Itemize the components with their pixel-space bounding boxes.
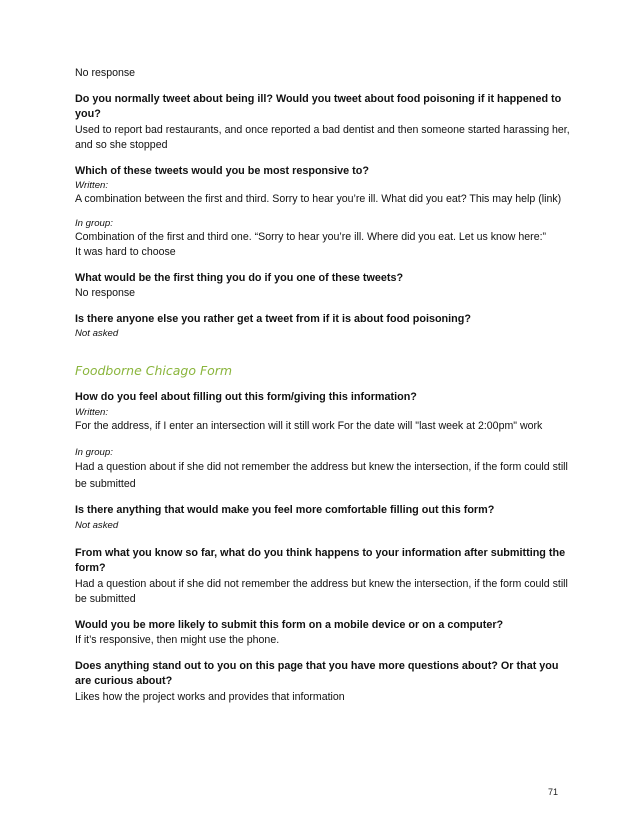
response-text: No response bbox=[75, 67, 136, 79]
question-stand-out-on-page: Does anything stand out to you on this page that you have more questions about? Or that you are curious about? bbox=[75, 659, 559, 687]
page-number: 71 bbox=[547, 787, 558, 797]
answer-not-asked: Not asked bbox=[75, 328, 119, 339]
question-preferred-sender: Is there anyone else you rather get a tweet from if it is about food poisoning? bbox=[75, 312, 471, 325]
answer-written: A combination between the first and third. Sorry to hear you’re ill. What did you eat? This may help (link) bbox=[75, 193, 562, 205]
document-page bbox=[75, 66, 575, 705]
in-group-label: In group: bbox=[75, 447, 113, 458]
answer-in-group: Had a question about if she did not remember the address but knew the intersection, if the form could still be submitted bbox=[75, 461, 568, 490]
question-tweet-about-illness: Do you normally tweet about being ill? Would you tweet about food poisoning if it happened to you? bbox=[75, 92, 562, 120]
answer-text: No response bbox=[75, 287, 136, 299]
question-feel-more-comfortable: Is there anything that would make you feel more comfortable filling out this form? bbox=[75, 504, 495, 516]
answer-text: Likes how the project works and provides that information bbox=[75, 690, 345, 703]
question-feel-about-form: How do you feel about filling out this form/giving this information? bbox=[75, 391, 417, 403]
section-heading: Foodborne Chicago Form bbox=[75, 363, 233, 378]
written-label: Written: bbox=[75, 406, 109, 418]
written-label: Written: bbox=[75, 180, 109, 191]
answer-in-group-note: It was hard to choose bbox=[75, 246, 176, 258]
answer-not-asked: Not asked bbox=[75, 519, 119, 531]
in-group-label: In group: bbox=[75, 217, 113, 229]
answer-written: For the address, if I enter an intersection will it still work For the date will "last week at 2:00pm" work bbox=[75, 419, 543, 432]
question-most-responsive-tweet: Which of these tweets would you be most responsive to? bbox=[75, 164, 369, 177]
answer-text: Used to report bad restaurants, and once reported a bad dentist and then someone started harassing her, and so she stopped bbox=[75, 123, 570, 151]
question-what-happens-to-information: From what you know so far, what do you think happens to your information after submitting the form? bbox=[75, 546, 566, 574]
question-first-thing-you-do: What would be the first thing you do if you one of these tweets? bbox=[75, 271, 404, 284]
answer-text: If it’s responsive, then might use the phone. bbox=[75, 634, 280, 646]
answer-in-group: Combination of the first and third one. “Sorry to hear you’re ill. Where did you eat. Let us know here:” bbox=[75, 230, 547, 243]
answer-text: Had a question about if she did not remember the address but knew the intersection, if the form could still be submitted bbox=[75, 577, 568, 605]
question-mobile-or-computer: Would you be more likely to submit this form on a mobile device or on a computer? bbox=[75, 618, 504, 631]
